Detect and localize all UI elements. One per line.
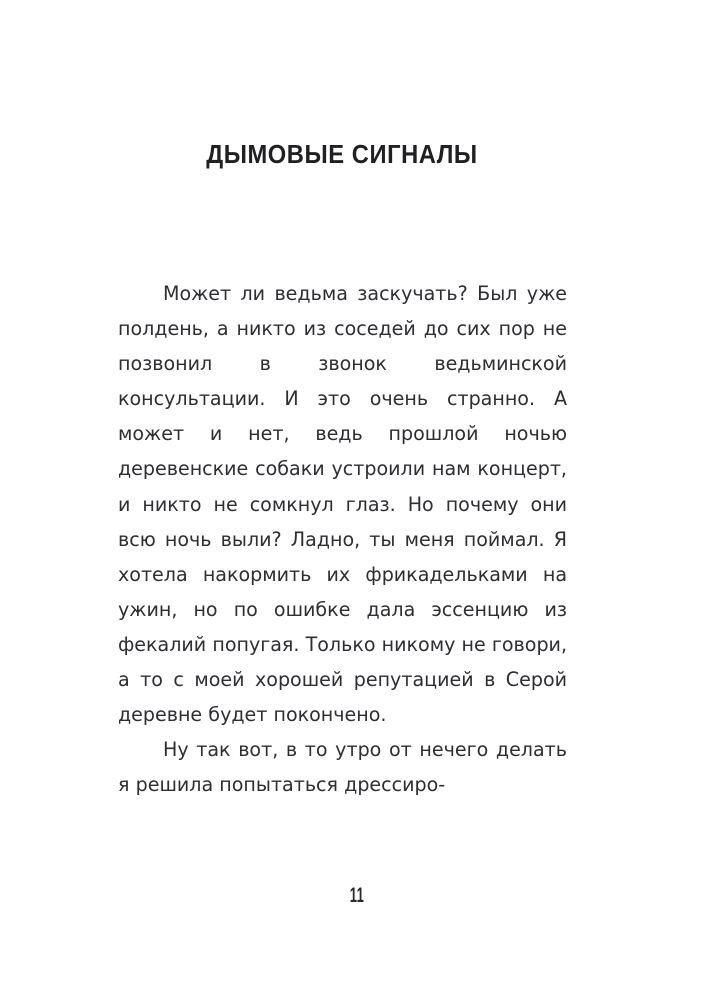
body-paragraph-1: Может ли ведьма заскучать? Был уже полдень, а никто из соседей до сих пор не позвонил в звонок ведьминской консультации. И это очень странно. А может и нет, ведь прошлой ночью деревенские собаки устроили нам концерт, и никто не сомкнул глаз. Но почему они всю ночь выли? Ладно, ты меня поймал. Я хотела накормить их фрикадельками на ужин, но по ошибке дала эссенцию из фекалий попугая. Только никому не говори, а то с моей хорошей репутацией в Серой деревне будет покончено.	[118, 282, 567, 727]
chapter-title: ДЫМОВЫЕ СИГНАЛЫ	[206, 141, 478, 170]
body-paragraph-2: Ну так вот, в то утро от нечего делать я решила попытаться дрессиро-	[118, 738, 567, 797]
body-text-block	[118, 276, 567, 802]
page-number: 11	[349, 884, 365, 907]
